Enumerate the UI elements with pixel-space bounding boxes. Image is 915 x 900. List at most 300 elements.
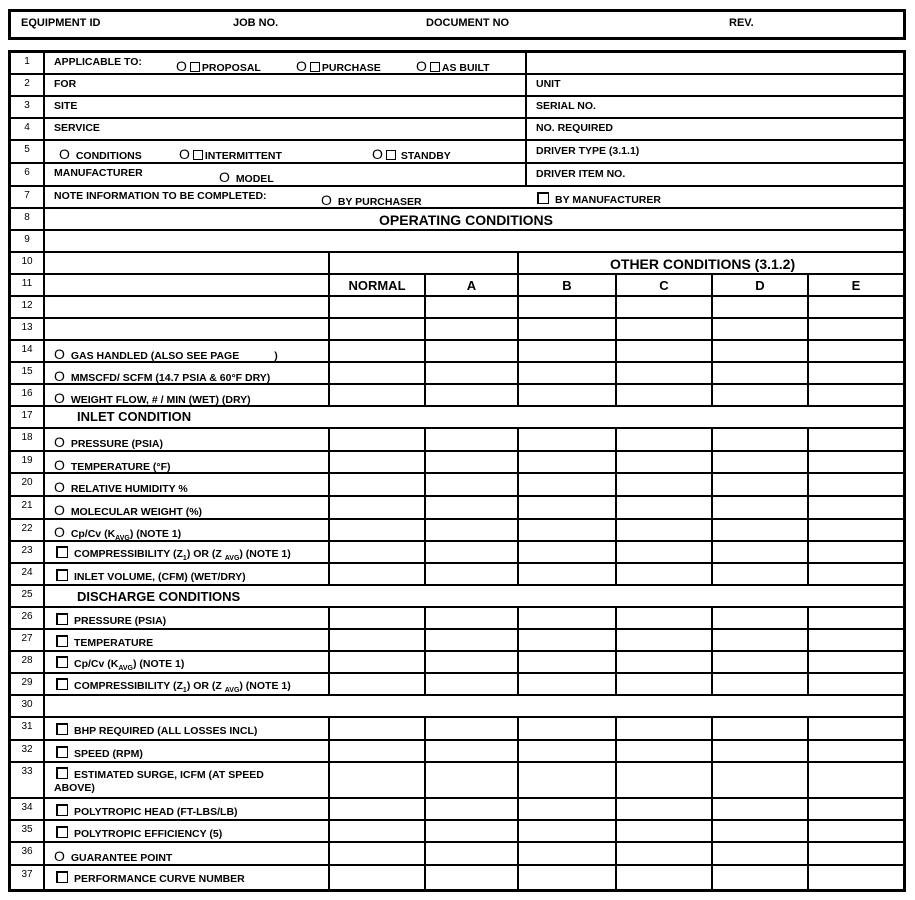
cell-divider [615, 542, 617, 562]
row-7 [11, 187, 903, 209]
row-9 [11, 231, 903, 253]
row-6 [11, 164, 903, 187]
row-12[interactable] [11, 297, 903, 319]
row-number: 28 [11, 652, 45, 672]
cell-divider [328, 497, 330, 518]
cell-divider [424, 718, 426, 739]
row-number: 24 [11, 564, 45, 584]
row-17 [11, 407, 903, 429]
row-14[interactable] [11, 341, 903, 363]
cell-divider [615, 652, 617, 672]
column-divider [525, 164, 527, 185]
column-divider [517, 253, 519, 273]
checkbox-square-icon [190, 62, 200, 72]
cell-divider [807, 497, 809, 518]
cell-divider [424, 866, 426, 889]
cell-divider [711, 542, 713, 562]
row-11 [11, 275, 903, 297]
cell-divider [328, 821, 330, 841]
radio-circle-icon: O [372, 146, 383, 162]
radio-circle-icon: O [296, 58, 307, 74]
row-4 [11, 119, 903, 141]
cell-divider [424, 474, 426, 495]
cell-divider [517, 429, 519, 450]
cell-divider [807, 564, 809, 584]
cell-divider [711, 608, 713, 628]
radio-circle-icon: O [54, 457, 65, 473]
row-16[interactable] [11, 385, 903, 407]
cell-divider [517, 520, 519, 540]
cell-divider [424, 674, 426, 694]
column-divider [525, 141, 527, 162]
cell-divider [517, 385, 519, 405]
estimated-surge-label-cont: ABOVE) [54, 782, 95, 794]
cell-divider [517, 474, 519, 495]
cell-divider [328, 799, 330, 819]
polytropic-head-label: POLYTROPIC HEAD (FT-LBS/LB) [74, 806, 238, 818]
cell-divider [424, 542, 426, 562]
guarantee-point-label: GUARANTEE POINT [70, 852, 173, 864]
checkbox-icon [56, 767, 68, 779]
cell-divider [711, 341, 713, 361]
cell-divider [517, 608, 519, 628]
cell-divider [328, 763, 330, 797]
row-number: 31 [11, 718, 45, 739]
row-number: 4 [11, 119, 45, 139]
radio-circle-icon: O [54, 479, 65, 495]
cell-divider [517, 564, 519, 584]
cell-divider [424, 652, 426, 672]
column-header-c: C [659, 278, 669, 293]
row-31[interactable] [11, 718, 903, 741]
cell-divider [711, 652, 713, 672]
row-number: 5 [11, 141, 45, 162]
cell-divider [615, 319, 617, 339]
cell-divider [615, 799, 617, 819]
model-option[interactable]: O MODEL [219, 169, 274, 185]
document-header [8, 9, 906, 40]
standby-option[interactable]: O STANDBY [372, 146, 451, 162]
checkbox-icon [56, 635, 68, 647]
row-number: 36 [11, 843, 45, 864]
data-sheet-form [8, 50, 906, 892]
cell-divider [615, 630, 617, 650]
cell-divider [615, 763, 617, 797]
cell-divider [424, 452, 426, 472]
inlet-cp-cv-label: O Cp/Cv $(K_{AVG})$ (NOTE 1) [54, 524, 182, 543]
cell-divider [328, 452, 330, 472]
radio-circle-icon: O [54, 848, 65, 864]
inlet-volume-label: INLET VOLUME, (CFM) (WET/DRY) [74, 571, 246, 583]
cell-divider [711, 799, 713, 819]
row-number: 6 [11, 164, 45, 185]
cell-divider [711, 763, 713, 797]
cell-divider [517, 799, 519, 819]
cell-divider [328, 385, 330, 405]
proposal-option[interactable]: O PROPOSAL [176, 58, 261, 74]
service-label: SERVICE [54, 122, 100, 134]
row-29[interactable] [11, 674, 903, 696]
rev-label: REV. [729, 17, 754, 29]
cell-divider [328, 652, 330, 672]
row-number: 32 [11, 741, 45, 761]
cell-divider [517, 363, 519, 383]
by-purchaser-legend: O BY PURCHASER [321, 192, 422, 208]
row-34[interactable] [11, 799, 903, 821]
row-number: 3 [11, 97, 45, 117]
row-number: 14 [11, 341, 45, 361]
cell-divider [807, 363, 809, 383]
row-number: 15 [11, 363, 45, 383]
cell-divider [807, 341, 809, 361]
speed-label: SPEED (RPM) [74, 748, 143, 760]
cell-divider [807, 297, 809, 317]
radio-circle-icon: O [54, 524, 65, 540]
row-number: 9 [11, 231, 45, 251]
cell-divider [615, 474, 617, 495]
checkbox-icon [56, 569, 68, 581]
row-18[interactable] [11, 429, 903, 452]
unit-label: UNIT [536, 78, 561, 90]
cell-divider [807, 674, 809, 694]
cell-divider [517, 718, 519, 739]
inlet-condition-heading: INLET CONDITION [77, 409, 192, 424]
cell-divider [424, 385, 426, 405]
row-number: 13 [11, 319, 45, 339]
inlet-compressibility-label: COMPRESSIBILITY $(Z_1)$ OR (Z $_{AVG}$) (NOTE 1) [56, 546, 291, 562]
cell-divider [807, 866, 809, 889]
cell-divider [424, 821, 426, 841]
cell-divider [711, 297, 713, 317]
cell-divider [615, 363, 617, 383]
row-number: 8 [11, 209, 45, 229]
checkbox-icon [56, 746, 68, 758]
cell-divider [807, 474, 809, 495]
row-8 [11, 209, 903, 231]
performance-curve-label: PERFORMANCE CURVE NUMBER [74, 873, 245, 885]
cell-divider [424, 497, 426, 518]
row-19[interactable] [11, 452, 903, 474]
flow-scfm-label: MMSCFD/ SCFM (14.7 PSIA & 60°F DRY) [70, 372, 271, 384]
cell-divider [807, 741, 809, 761]
discharge-temperature-label: TEMPERATURE [74, 637, 154, 649]
radio-circle-icon: O [54, 368, 65, 384]
cell-divider [328, 474, 330, 495]
cell-divider [807, 630, 809, 650]
cell-divider [615, 674, 617, 694]
note-information-label: NOTE INFORMATION TO BE COMPLETED: [54, 190, 267, 202]
cell-divider [615, 866, 617, 889]
cell-divider [711, 866, 713, 889]
cell-divider [615, 741, 617, 761]
row-number: 21 [11, 497, 45, 518]
cell-divider [711, 674, 713, 694]
cell-divider [807, 843, 809, 864]
cell-divider [807, 542, 809, 562]
polytropic-efficiency-label: POLYTROPIC EFFICIENCY (5) [74, 828, 223, 840]
row-number: 27 [11, 630, 45, 650]
row-number: 22 [11, 520, 45, 540]
discharge-cp-cv-label: Cp/Cv $(K_{AVG})$ (NOTE 1) [56, 656, 184, 672]
cell-divider [424, 564, 426, 584]
cell-divider [328, 866, 330, 889]
radio-circle-icon: O [176, 58, 187, 74]
cell-divider [328, 319, 330, 339]
row-number: 2 [11, 75, 45, 95]
driver-type-label: DRIVER TYPE (3.1.1) [536, 145, 640, 157]
cell-divider [711, 429, 713, 450]
row-13[interactable] [11, 319, 903, 341]
column-divider [525, 97, 527, 117]
cell-divider [517, 497, 519, 518]
row-number: 23 [11, 542, 45, 562]
cell-divider [517, 630, 519, 650]
cell-divider [615, 564, 617, 584]
column-divider [525, 119, 527, 139]
cell-divider [517, 652, 519, 672]
row-22[interactable] [11, 520, 903, 542]
cell-divider [517, 542, 519, 562]
cell-divider [615, 452, 617, 472]
column-divider [525, 75, 527, 95]
checkbox-square-icon [386, 150, 396, 160]
cell-divider [615, 821, 617, 841]
radio-circle-icon: O [54, 502, 65, 518]
row-number: 25 [11, 586, 45, 606]
row-number: 10 [11, 253, 45, 273]
cell-divider [807, 652, 809, 672]
row-28[interactable] [11, 652, 903, 674]
radio-circle-icon: O [416, 58, 427, 74]
radio-circle-icon: O [321, 192, 332, 208]
job-no-label: JOB NO. [233, 17, 279, 29]
cell-divider [328, 843, 330, 864]
cell-divider [711, 319, 713, 339]
inlet-pressure-label: PRESSURE (PSIA) [70, 438, 163, 450]
cell-divider [711, 452, 713, 472]
row-5 [11, 141, 903, 164]
row-number: 30 [11, 696, 45, 716]
radio-circle-icon: O [59, 146, 70, 162]
row-number: 7 [11, 187, 45, 207]
cell-divider [615, 608, 617, 628]
cell-divider [807, 821, 809, 841]
row-number: 26 [11, 608, 45, 628]
cell-divider [615, 429, 617, 450]
cell-divider [424, 341, 426, 361]
row-number: 37 [11, 866, 45, 889]
cell-divider [517, 763, 519, 797]
cell-divider [711, 630, 713, 650]
row-37[interactable] [11, 866, 903, 889]
column-header-d: D [755, 278, 765, 293]
row-2 [11, 75, 903, 97]
discharge-compressibility-label: COMPRESSIBILITY $(Z_1)$ OR (Z $_{AVG}$) (NOTE 1) [56, 678, 291, 694]
discharge-conditions-heading: DISCHARGE CONDITIONS [77, 589, 241, 604]
cell-divider [615, 385, 617, 405]
inlet-temperature-label: TEMPERATURE (°F) [70, 461, 171, 473]
row-number: 18 [11, 429, 45, 450]
cell-divider [711, 718, 713, 739]
row-20[interactable] [11, 474, 903, 497]
cell-divider [424, 741, 426, 761]
for-label: FOR [54, 78, 77, 90]
cell-divider [424, 429, 426, 450]
checkbox-square-icon [193, 150, 203, 160]
cell-divider [517, 319, 519, 339]
cell-divider [517, 674, 519, 694]
radio-circle-icon: O [179, 146, 190, 162]
cell-divider [711, 821, 713, 841]
cell-divider [328, 718, 330, 739]
conditions-option[interactable]: O CONDITIONS [59, 146, 142, 162]
row-number: 12 [11, 297, 45, 317]
cell-divider [711, 497, 713, 518]
purchase-option[interactable]: O PURCHASE [296, 58, 381, 74]
cell-divider [328, 741, 330, 761]
radio-circle-icon: O [54, 434, 65, 450]
cell-divider [424, 799, 426, 819]
row-1 [11, 53, 903, 75]
radio-circle-icon: O [54, 390, 65, 406]
row-32[interactable] [11, 741, 903, 763]
cell-divider [424, 297, 426, 317]
cell-divider [615, 497, 617, 518]
cell-divider [807, 429, 809, 450]
cell-divider [424, 630, 426, 650]
checkbox-icon [56, 656, 68, 668]
row-number: 11 [11, 275, 45, 295]
column-header-normal: NORMAL [348, 278, 406, 293]
cell-divider [328, 341, 330, 361]
row-35[interactable] [11, 821, 903, 843]
row-number: 34 [11, 799, 45, 819]
radio-circle-icon: O [54, 346, 65, 362]
document-no-label: DOCUMENT NO [426, 17, 510, 29]
cell-divider [711, 564, 713, 584]
checkbox-icon [56, 546, 68, 558]
no-required-label: NO. REQUIRED [536, 122, 614, 134]
cell-divider [807, 718, 809, 739]
cell-divider [328, 520, 330, 540]
cell-divider [328, 630, 330, 650]
estimated-surge-label: ESTIMATED SURGE, ICFM (AT SPEED [74, 769, 264, 781]
row-15[interactable] [11, 363, 903, 385]
row-23[interactable] [11, 542, 903, 564]
checkbox-icon [56, 826, 68, 838]
checkbox-icon [56, 613, 68, 625]
checkbox-icon [56, 804, 68, 816]
cell-divider [517, 341, 519, 361]
checkbox-square-icon [430, 62, 440, 72]
checkbox-icon [56, 678, 68, 690]
molecular-weight-label: MOLECULAR WEIGHT (%) [70, 506, 203, 518]
driver-item-no-label: DRIVER ITEM NO. [536, 168, 626, 180]
serial-no-label: SERIAL NO. [536, 100, 596, 112]
bhp-required-label: BHP REQUIRED (ALL LOSSES INCL) [74, 725, 258, 737]
radio-circle-icon: O [219, 169, 230, 185]
cell-divider [615, 341, 617, 361]
cell-divider [517, 843, 519, 864]
cell-divider [424, 363, 426, 383]
row-30 [11, 696, 903, 718]
cell-divider [328, 297, 330, 317]
cell-divider [711, 385, 713, 405]
cell-divider [517, 821, 519, 841]
row-36[interactable] [11, 843, 903, 866]
cell-divider [615, 843, 617, 864]
cell-divider [328, 674, 330, 694]
cell-divider [711, 520, 713, 540]
row-27[interactable] [11, 630, 903, 652]
applicable-to-label: APPLICABLE TO: [54, 56, 142, 68]
cell-divider [615, 297, 617, 317]
row-number: 17 [11, 407, 45, 427]
other-conditions-header: OTHER CONDITIONS (3.1.2) [610, 256, 796, 272]
column-header-a: A [466, 278, 477, 293]
cell-divider [328, 542, 330, 562]
column-header-e: E [851, 278, 861, 293]
row-25 [11, 586, 903, 608]
row-24[interactable] [11, 564, 903, 586]
checkbox-square-icon [310, 62, 320, 72]
row-number: 16 [11, 385, 45, 405]
cell-divider [711, 741, 713, 761]
cell-divider [328, 363, 330, 383]
cell-divider [807, 385, 809, 405]
cell-divider [517, 741, 519, 761]
site-label: SITE [54, 100, 78, 112]
row-number: 1 [11, 53, 45, 73]
cell-divider [328, 608, 330, 628]
cell-divider [424, 843, 426, 864]
cell-divider [711, 474, 713, 495]
equipment-id-label: EQUIPMENT ID [21, 17, 101, 29]
cell-divider [517, 452, 519, 472]
row-21[interactable] [11, 497, 903, 520]
operating-conditions-title: OPERATING CONDITIONS [379, 212, 553, 228]
row-26[interactable] [11, 608, 903, 630]
row-number: 35 [11, 821, 45, 841]
weight-flow-label: WEIGHT FLOW, # / MIN (WET) (DRY) [70, 394, 251, 406]
cell-divider [424, 608, 426, 628]
checkbox-icon [56, 871, 68, 883]
intermittent-option[interactable]: O INTERMITTENT [179, 146, 282, 162]
cell-divider [424, 520, 426, 540]
cell-divider [424, 763, 426, 797]
manufacturer-label: MANUFACTURER [54, 167, 143, 179]
row-3 [11, 97, 903, 119]
cell-divider [328, 564, 330, 584]
cell-divider [711, 363, 713, 383]
by-manufacturer-legend: BY MANUFACTURER [537, 192, 661, 206]
column-header-b: B [562, 278, 572, 293]
cell-divider [807, 608, 809, 628]
cell-divider [517, 866, 519, 889]
cell-divider [807, 319, 809, 339]
as-built-option[interactable]: O AS BUILT [416, 58, 490, 74]
cell-divider [424, 319, 426, 339]
cell-divider [615, 718, 617, 739]
cell-divider [517, 297, 519, 317]
row-number: 29 [11, 674, 45, 694]
row-33[interactable] [11, 763, 903, 799]
column-divider [328, 253, 330, 273]
cell-divider [615, 520, 617, 540]
cell-divider [807, 799, 809, 819]
relative-humidity-label: RELATIVE HUMIDITY % [70, 483, 188, 495]
gas-handled-label: GAS HANDLED (ALSO SEE PAGE ) [70, 350, 278, 362]
